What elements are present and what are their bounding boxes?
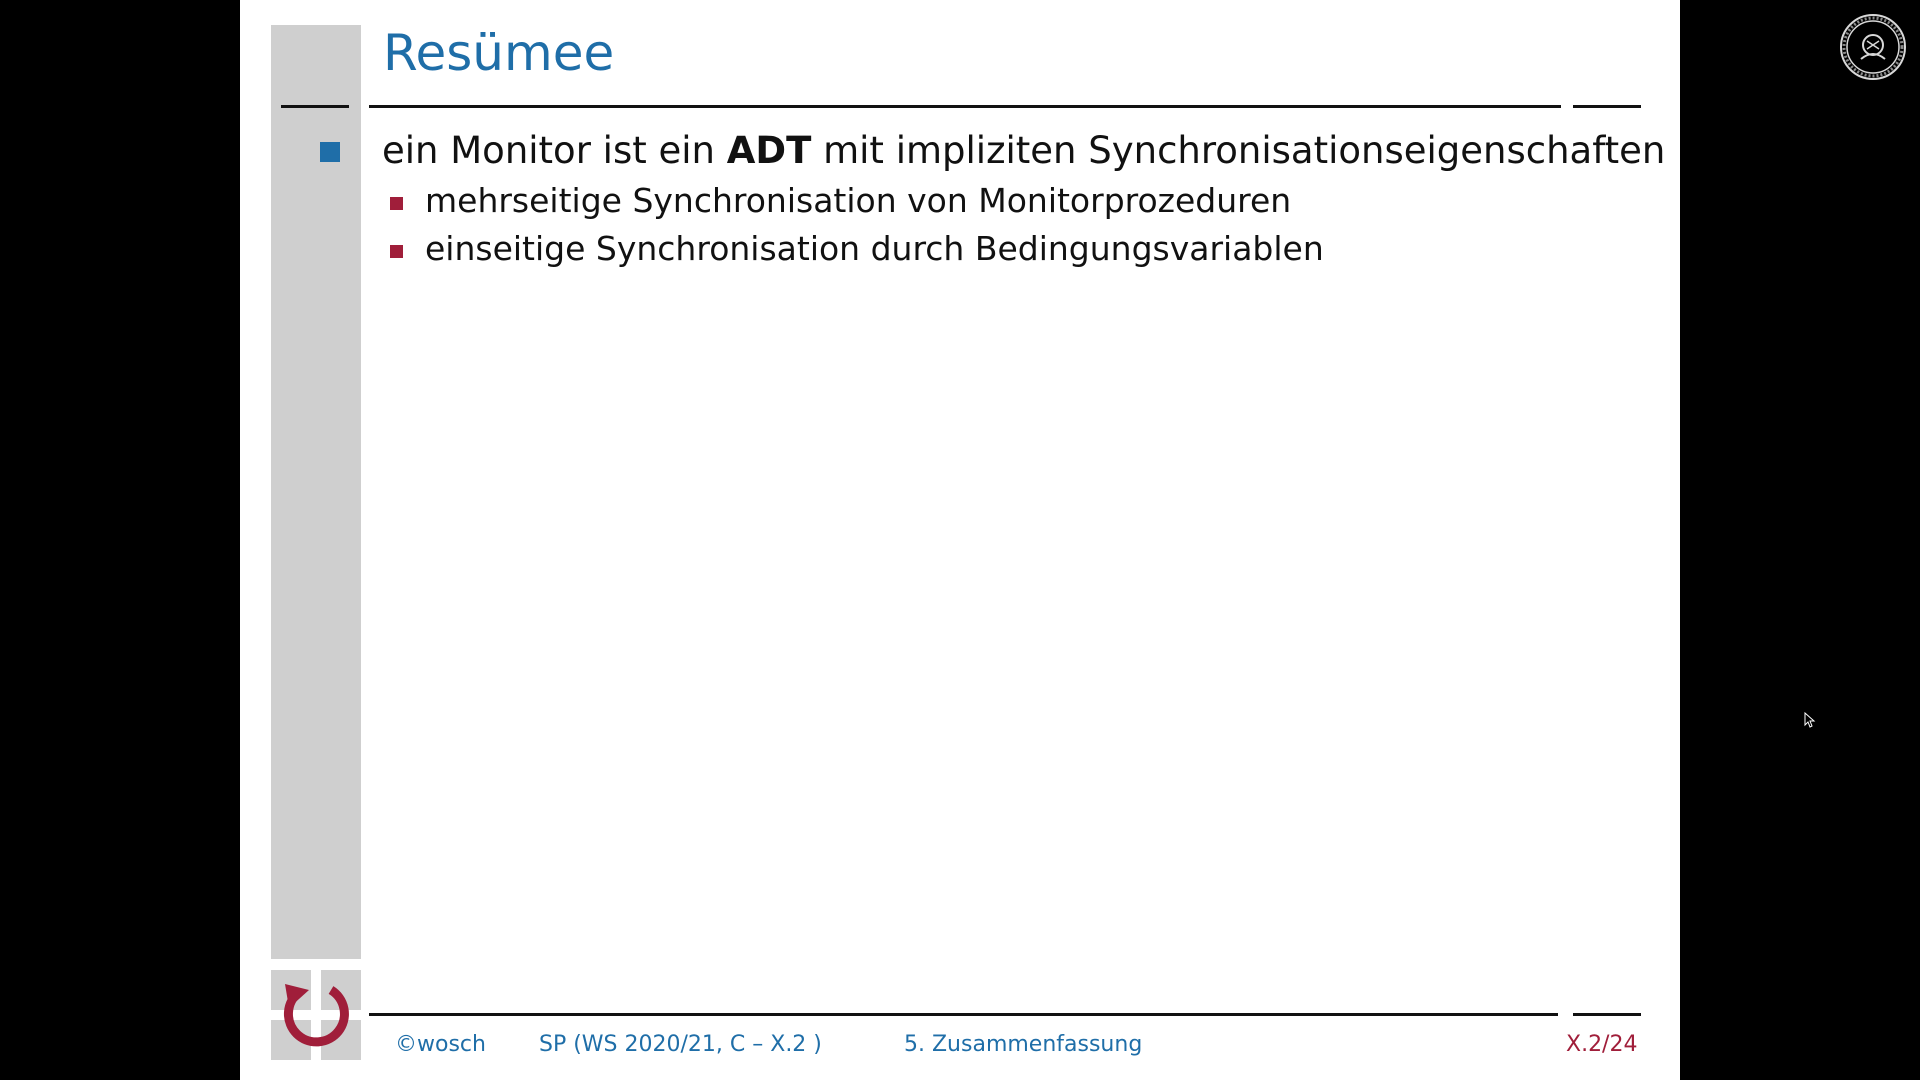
- main-bullet-prefix: ein Monitor ist ein: [382, 129, 727, 172]
- main-bullet-text: [382, 126, 1665, 176]
- sub-bullet-marker: [390, 245, 403, 258]
- presentation-slide: [240, 0, 1680, 1080]
- mouse-pointer-icon: [1804, 712, 1816, 728]
- footer-author: ©wosch: [395, 1032, 486, 1057]
- sub-bullet-text: einseitige Synchronisation durch Bedingungsvariablen: [425, 229, 1324, 268]
- main-bullet-bold: ADT: [726, 129, 812, 172]
- footer-page-number: X.2/24: [1566, 1032, 1638, 1057]
- sidebar-strip: [271, 25, 361, 959]
- slide-title: Resümee: [383, 24, 615, 82]
- footer-rule-right: [1573, 1013, 1641, 1016]
- footer-section: 5. Zusammenfassung: [904, 1032, 1143, 1057]
- refresh-arrow-logo-icon: [271, 970, 361, 1060]
- sub-bullet-text: mehrseitige Synchronisation von Monitorprozeduren: [425, 181, 1292, 220]
- main-bullet-marker: [320, 142, 340, 162]
- header-rule-left: [281, 105, 349, 108]
- footer-course: SP (WS 2020/21, C – X.2 ): [539, 1032, 822, 1057]
- header-rule-main: [369, 105, 1561, 108]
- footer-rule-main: [369, 1013, 1558, 1016]
- sub-bullet-marker: [390, 197, 403, 210]
- main-bullet-suffix: mit impliziten Synchronisationseigenschaften: [811, 129, 1666, 172]
- university-seal-icon: [1839, 13, 1907, 81]
- logo-box: [271, 970, 361, 1060]
- header-rule-right: [1573, 105, 1641, 108]
